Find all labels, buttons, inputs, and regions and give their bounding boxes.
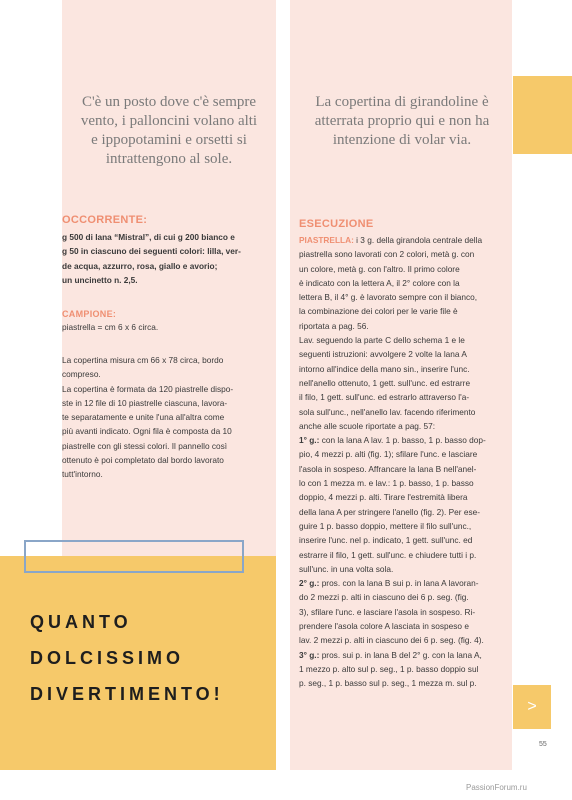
- esecuzione-line-text: sull'unc. in una volta sola.: [299, 563, 394, 574]
- esecuzione-line-text: anche alle scuole riportate a pag. 57:: [299, 420, 436, 431]
- quote-right: [295, 93, 509, 150]
- occorrente-heading: OCCORRENTE:: [62, 214, 148, 226]
- esecuzione-line-text: seguenti istruzioni: avvolgere 2 volte la lana A: [299, 349, 467, 360]
- esecuzione-line-text: pros. sui p. in lana B del 2° g. con la lana A,: [321, 649, 482, 660]
- yellow-tab-decoration: [513, 76, 572, 154]
- esecuzione-line: [299, 633, 509, 647]
- esecuzione-line: [299, 376, 509, 390]
- quote-line: vento, i palloncini volano alti: [80, 113, 258, 129]
- esecuzione-line-text: pio, 4 mezzi p. alti (fig. 1); sfilare l'unc. e lasciare: [299, 449, 478, 460]
- esecuzione-line-label: 3° g.:: [299, 649, 322, 660]
- next-arrow-icon[interactable]: >: [513, 685, 551, 729]
- esecuzione-line-text: piastrella sono lavorati con 2 colori, metà g. con: [299, 249, 475, 260]
- esecuzione-line-text: il filo, 1 gett. sull'unc. ed estrarlo attraverso l'a-: [299, 392, 470, 403]
- esecuzione-line: [299, 362, 509, 376]
- esecuzione-line: [299, 347, 509, 361]
- esecuzione-line-text: guire 1 p. basso doppio, mettere il filo sull'unc.,: [299, 520, 472, 531]
- occorrente-line: g 50 in ciascuno dei seguenti colori: lilla, ver-: [62, 246, 241, 257]
- esecuzione-line: [299, 548, 509, 562]
- intro-paragraph: [62, 353, 276, 482]
- esecuzione-line-text: la combinazione dei colori per le varie file è: [299, 306, 458, 317]
- esecuzione-line-text: lo con 1 mezza m. e lav.: 1 p. basso, 1 p. basso: [299, 478, 474, 489]
- esecuzione-line-text: do 2 mezzi p. alti in ciascuno dei 6 p. seg. (fig.: [299, 592, 469, 603]
- page-number: 55: [539, 741, 547, 748]
- esecuzione-line: [299, 319, 509, 333]
- esecuzione-line-text: lav. 2 mezzi p. alti in ciascuno dei 6 p. seg. (fig. 4).: [299, 635, 484, 646]
- esecuzione-line-text: nell'anello ottenuto, 1 gett. sull'unc. ed estrarre: [299, 377, 471, 388]
- esecuzione-line: [299, 276, 509, 290]
- esecuzione-line: [299, 290, 509, 304]
- esecuzione-line: [299, 390, 509, 404]
- intro-line: ste in 12 file di 10 piastrelle ciascuna, lavora-: [62, 397, 228, 408]
- esecuzione-line: [299, 462, 509, 476]
- esecuzione-line: [299, 333, 509, 347]
- quote-line: La copertina di girandoline è: [315, 94, 489, 110]
- blue-frame-decoration: [24, 540, 244, 573]
- esecuzione-line: [299, 562, 509, 576]
- quote-left: [62, 93, 276, 169]
- esecuzione-line: [299, 304, 509, 318]
- esecuzione-line-text: 1 mezzo p. alto sul p. seg., 1 p. basso doppio sul: [299, 663, 479, 674]
- big-title-line: DOLCISSIMO: [30, 648, 185, 668]
- esecuzione-text: [299, 233, 509, 691]
- esecuzione-line-text: i 3 g. della girandola centrale della: [356, 235, 483, 245]
- occorrente-line: de acqua, azzurro, rosa, giallo e avorio;: [62, 260, 218, 271]
- big-title-line: QUANTO: [30, 612, 132, 632]
- esecuzione-line-text: della lana A per stringere l'anello (fig. 2). Per ese-: [299, 506, 480, 517]
- esecuzione-line-text: con la lana A lav. 1 p. basso, 1 p. basso dop-: [321, 435, 486, 446]
- esecuzione-line: [299, 576, 509, 590]
- quote-line: intenzione di volar via.: [332, 132, 472, 148]
- esecuzione-line: [299, 419, 509, 433]
- esecuzione-line: [299, 590, 509, 604]
- campione-heading: CAMPIONE:: [62, 309, 117, 319]
- intro-line: La copertina è formata da 120 piastrelle dispo-: [62, 383, 234, 394]
- esecuzione-line-text: inserire l'unc. nel p. indicato, 1 gett. sull'unc. ed: [299, 535, 473, 546]
- esecuzione-line: [299, 676, 509, 690]
- esecuzione-line: [299, 605, 509, 619]
- esecuzione-line-text: l'asola in sospeso. Affrancare la lana B nell'anel-: [299, 463, 477, 474]
- intro-line: ottenuto è poi completato dal bordo lavorato: [62, 455, 224, 466]
- esecuzione-line: [299, 233, 509, 247]
- esecuzione-line-text: Lav. seguendo la parte C dello schema 1 e le: [299, 335, 465, 346]
- esecuzione-line: [299, 648, 509, 662]
- esecuzione-line: [299, 247, 509, 261]
- quote-line: intrattengono al sole.: [105, 151, 233, 167]
- quote-line: C'è un posto dove c'è sempre: [81, 94, 257, 110]
- intro-line: piastrelle con gli stessi colori. Il pannello così: [62, 440, 228, 451]
- esecuzione-line-text: riportata a pag. 56.: [299, 320, 369, 331]
- esecuzione-line-label: PIASTRELLA:: [299, 235, 357, 245]
- esecuzione-line-text: è indicato con la lettera A, il 2° colore con la: [299, 277, 460, 288]
- occorrente-line: un uncinetto n. 2,5.: [62, 274, 138, 285]
- esecuzione-line: [299, 447, 509, 461]
- campione-text: piastrella = cm 6 x 6 circa.: [62, 322, 159, 332]
- watermark: PassionForum.ru: [466, 783, 527, 792]
- esecuzione-line-label: 2° g.:: [299, 578, 322, 589]
- esecuzione-line-text: lettera B, il 4° g. è lavorato sempre con il bianco,: [299, 292, 478, 303]
- quote-line: e ippopotamini e orsetti si: [91, 132, 247, 148]
- occorrente-line: g 500 di lana “Mistral”, di cui g 200 bianco e: [62, 232, 235, 242]
- intro-line: più avanti indicato. Ogni fila è composta da 10: [62, 426, 232, 437]
- esecuzione-line: [299, 619, 509, 633]
- esecuzione-line: [299, 262, 509, 276]
- esecuzione-line: [299, 662, 509, 676]
- intro-line: La copertina misura cm 66 x 78 circa, bordo: [62, 355, 224, 365]
- intro-line: te separatamente e unite l'una all'altra come: [62, 412, 225, 423]
- esecuzione-line: [299, 490, 509, 504]
- esecuzione-line: [299, 476, 509, 490]
- quote-line: atterrata proprio qui e non ha: [314, 113, 490, 129]
- esecuzione-line-text: prendere l'asola colore A lasciata in sospeso e: [299, 621, 469, 632]
- esecuzione-line: [299, 519, 509, 533]
- esecuzione-line-text: sola sull'unc., nell'anello lav. facendo riferimento: [299, 406, 476, 417]
- esecuzione-line-text: estrarre il filo, 1 gett. sull'unc. e chiudere tutti i p.: [299, 549, 477, 560]
- intro-line: compreso.: [62, 369, 101, 380]
- esecuzione-line-text: 3), sfilare l'unc. e lasciare l'asola in sospeso. Ri-: [299, 606, 476, 617]
- esecuzione-line: [299, 433, 509, 447]
- esecuzione-line-text: intorno all'indice della mano sin., inserire l'unc.: [299, 363, 470, 374]
- big-title-line: DIVERTIMENTO!: [30, 684, 224, 704]
- esecuzione-line: [299, 533, 509, 547]
- esecuzione-line: [299, 505, 509, 519]
- esecuzione-line: [299, 405, 509, 419]
- esecuzione-line-label: 1° g.:: [299, 435, 322, 446]
- occorrente-list: [62, 230, 276, 287]
- intro-line: tutt'intorno.: [62, 469, 103, 480]
- esecuzione-line-text: pros. con la lana B sui p. in lana A lavoran-: [321, 578, 479, 589]
- esecuzione-line-text: un colore, metà g. con l'altro. Il primo colore: [299, 263, 460, 274]
- esecuzione-line-text: doppio, 4 mezzi p. alti. Tirare l'estremità libera: [299, 492, 468, 503]
- esecuzione-line-text: p. seg., 1 p. basso sul p. seg., 1 mezza m. sul p.: [299, 678, 477, 689]
- esecuzione-heading: ESECUZIONE: [299, 218, 374, 230]
